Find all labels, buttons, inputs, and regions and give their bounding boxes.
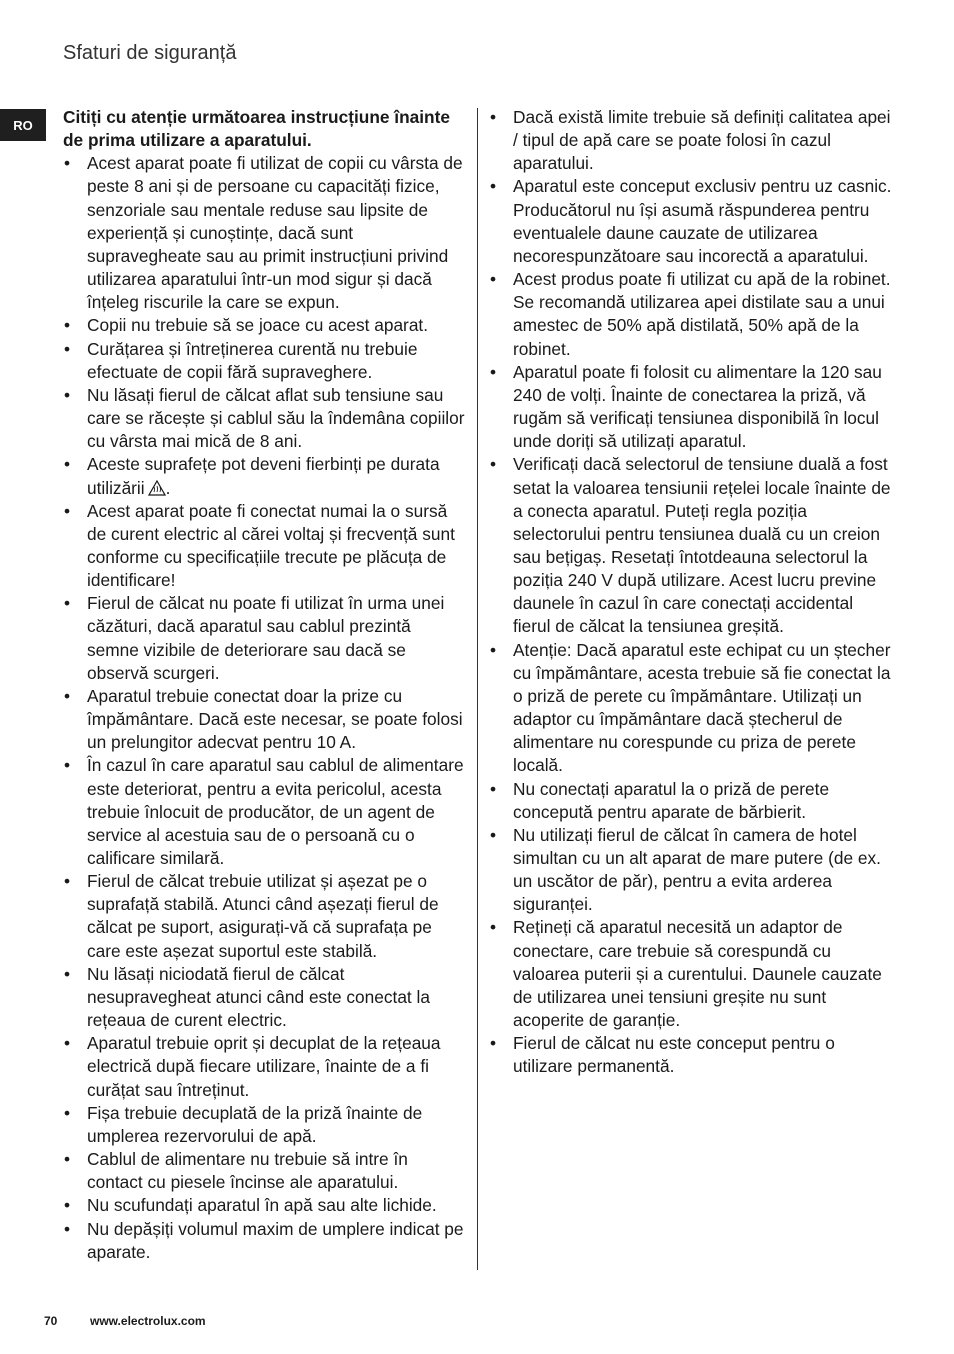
safety-list-right xyxy=(489,106,893,1079)
safety-list-left xyxy=(63,152,467,1264)
list-item: • Copii nu trebuie să se joace cu acest aparat. xyxy=(63,314,467,337)
list-item: • În cazul în care aparatul sau cablul de alimentare este deteriorat, pentru a evita pericolul, acesta trebuie înlocuit de producător, de un agent de service al acestuia sau de o persoană cu o calificare similară. xyxy=(63,754,467,870)
list-item: • Aparatul poate fi folosit cu alimentare la 120 sau 240 de volți. Înainte de conectarea la priză, vă rugăm să verificați tensiunea disponibilă în locul unde doriți să utilizați aparatul. xyxy=(489,361,893,454)
list-item: • Nu lăsați fierul de călcat aflat sub tensiune sau care se răcește și cablul său la îndemâna copiilor cu vârsta mai mică de 8 ani. xyxy=(63,384,467,453)
list-item: • Cablul de alimentare nu trebuie să intre în contact cu piesele încinse ale aparatului. xyxy=(63,1148,467,1194)
intro-text: Citiți cu atenție următoarea instrucțiune înainte de prima utilizare a aparatului. xyxy=(63,107,450,151)
right-column xyxy=(489,106,893,1079)
list-item: • Atenție: Dacă aparatul este echipat cu un ștecher cu împământare, acesta trebuie să fie conectat la o priză de perete cu împământare. Utilizați un adaptor cu împământare dacă ștecherul de alimentare nu corespunde cu priza de perete locală. xyxy=(489,639,893,778)
list-item: • Nu depășiți volumul maxim de umplere indicat pe aparate. xyxy=(63,1218,467,1264)
list-item: • Aceste suprafețe pot deveni fierbinți pe durata utilizării . xyxy=(63,453,467,499)
list-item: • Nu utilizați fierul de călcat în camera de hotel simultan cu un alt aparat de mare putere (de ex. un uscător de păr), pentru a evita arderea siguranței. xyxy=(489,824,893,917)
list-item: • Nu conectați aparatul la o priză de perete concepută pentru aparate de bărbierit. xyxy=(489,778,893,824)
footer-url: www.electrolux.com xyxy=(90,1314,206,1328)
list-item: • Verificați dacă selectorul de tensiune duală a fost setat la valoarea tensiunii rețelei locale înainte de a conecta aparatul. Puteți regla poziția selectorului pentru tensiunea duală cu un creion sau bețigaș. Resetați întotdeauna selectorul la poziția 240 V după utilizare. Acest lucru previne daunele în cazul în care conectați accidental fierul de călcat la tensiunea greșită. xyxy=(489,453,893,638)
list-item: • Acest aparat poate fi conectat numai la o sursă de curent electric al cărei voltaj și frecvență sunt conforme cu specificațiile trecute pe plăcuța de identificare! xyxy=(63,500,467,593)
page-number: 70 xyxy=(44,1314,58,1328)
list-item: • Dacă există limite trebuie să definiți calitatea apei / tipul de apă care se poate folosi în cazul aparatului. xyxy=(489,106,893,175)
column-divider xyxy=(477,108,478,1270)
list-item: • Rețineți că aparatul necesită un adaptor de conectare, care trebuie să corespundă cu valoarea puterii și a curentului. Daunele cauzate de utilizarea unei tensiuni greșite nu sunt acoperite de garanție. xyxy=(489,916,893,1032)
list-item: • Fierul de călcat nu este conceput pentru o utilizare permanentă. xyxy=(489,1032,893,1078)
hot-surface-warning-icon xyxy=(148,479,166,495)
list-item: • Fierul de călcat trebuie utilizat și așezat pe o suprafață stabilă. Atunci când așezați fierul de călcat pe suport, asigurați-vă că suprafața pe care este așezat suportul este stabilă. xyxy=(63,870,467,963)
list-item: • Acest produs poate fi utilizat cu apă de la robinet. Se recomandă utilizarea apei distilate sau a unui amestec de 50% apă distilată, 50% apă de la robinet. xyxy=(489,268,893,361)
list-item: • Fișa trebuie decuplată de la priză înainte de umplerea rezervorului de apă. xyxy=(63,1102,467,1148)
list-item: • Curățarea și întreținerea curentă nu trebuie efectuate de copii fără supraveghere. xyxy=(63,338,467,384)
list-item: • Aparatul trebuie conectat doar la prize cu împământare. Dacă este necesar, se poate folosi un prelungitor adecvat pentru 10 A. xyxy=(63,685,467,754)
language-tab: RO xyxy=(0,109,46,141)
list-item: • Nu lăsați niciodată fierul de călcat nesupravegheat atunci când este conectat la rețeaua de curent electric. xyxy=(63,963,467,1032)
left-column xyxy=(63,106,467,1264)
list-item: • Fierul de călcat nu poate fi utilizat în urma unei căzături, dacă aparatul sau cablul prezintă semne vizibile de deteriorare sau dacă se observă scurgeri. xyxy=(63,592,467,685)
list-item: • Aparatul trebuie oprit și decuplat de la rețeaua electrică după fiecare utilizare, înainte de a fi curățat sau întreținut. xyxy=(63,1032,467,1101)
page-title: Sfaturi de siguranță xyxy=(63,42,237,64)
list-item: • Aparatul este conceput exclusiv pentru uz casnic. Producătorul nu își asumă răspunderea pentru eventualele daune cauzate de utilizarea necorespunzătoare sau incorectă a aparatului. xyxy=(489,175,893,268)
list-item: • Nu scufundați aparatul în apă sau alte lichide. xyxy=(63,1194,467,1217)
list-item: • Acest aparat poate fi utilizat de copii cu vârsta de peste 8 ani și de persoane cu capacități fizice, senzoriale sau mentale reduse sau lipsite de experiență și cunoștințe, dacă sunt supravegheate sau au primit instrucțiuni privind utilizarea aparatului într-un mod sigur și dacă înțeleg riscurile la care se expun. xyxy=(63,152,467,314)
